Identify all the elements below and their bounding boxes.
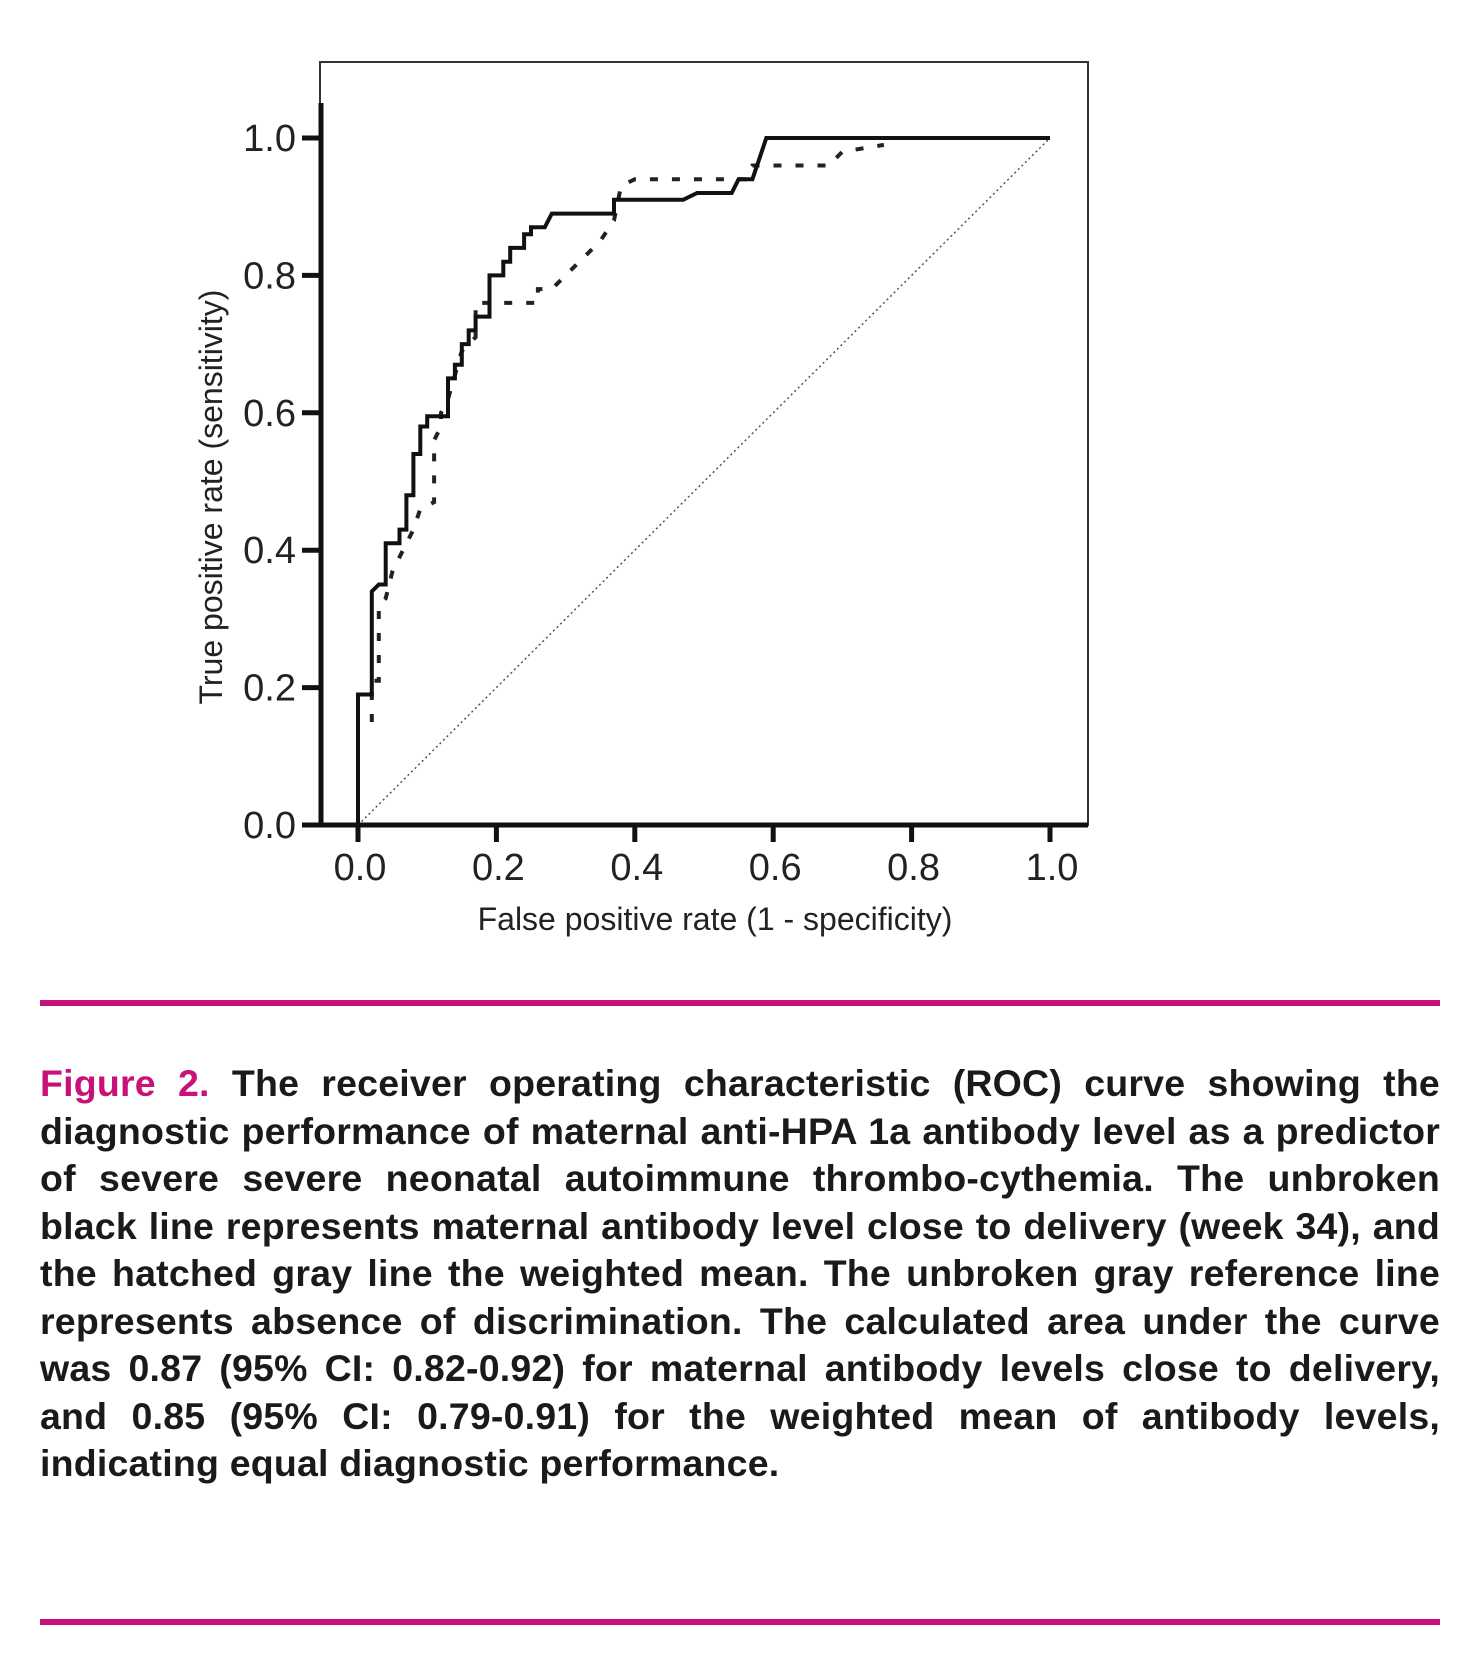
- series-line-dashed-gray: [372, 145, 884, 722]
- x-tick-label: 0.4: [610, 847, 664, 889]
- y-tick-label: 0.6: [243, 392, 296, 435]
- x-tick-label: 1.0: [1025, 847, 1079, 889]
- x-tick-label: 0.0: [333, 847, 387, 889]
- y-tick-label: 0.8: [243, 255, 296, 298]
- y-axis-title: True positive rate (sensitivity): [193, 289, 229, 705]
- y-ticks: [243, 118, 322, 847]
- y-tick-label: 0.4: [243, 530, 296, 573]
- x-tick-label: 0.2: [471, 847, 525, 889]
- series-line-dotted-gray: [358, 138, 1050, 825]
- bottom-divider: [40, 1619, 1440, 1625]
- figure-label: Figure 2.: [40, 1062, 210, 1104]
- x-axis-title: False positive rate (1 - specificity): [477, 901, 953, 937]
- x-tick-label: 0.6: [748, 847, 802, 889]
- y-tick-label: 0.0: [243, 805, 296, 847]
- y-tick-label: 0.2: [243, 667, 296, 710]
- y-tick-label: 1.0: [243, 118, 296, 160]
- caption-text: The receiver operating characteristic (ROC) curve showing the diagnostic performance of maternal anti-HPA 1a antibody level as a predictor of severe severe neonatal autoimmune thrombo-cythemia. The unbroken black line represents maternal antibody level close to delivery (week 34), and the hatched gray line the weighted mean. The unbroken gray reference line represents absence of discrimination. The calculated area under the curve was 0.87 (95% CI: 0.82-0.92) for maternal antibody levels close to delivery, and 0.85 (95% CI: 0.79-0.91) for the weighted mean of antibody levels, indicating equal diagnostic performance.: [40, 1062, 1440, 1484]
- x-ticks: [334, 825, 1079, 889]
- top-divider: [40, 1000, 1440, 1006]
- x-tick-label: 0.8: [887, 847, 941, 889]
- plot-frame: [320, 62, 1088, 825]
- figure-caption: [40, 1060, 1440, 1488]
- series-layer: [358, 138, 1050, 825]
